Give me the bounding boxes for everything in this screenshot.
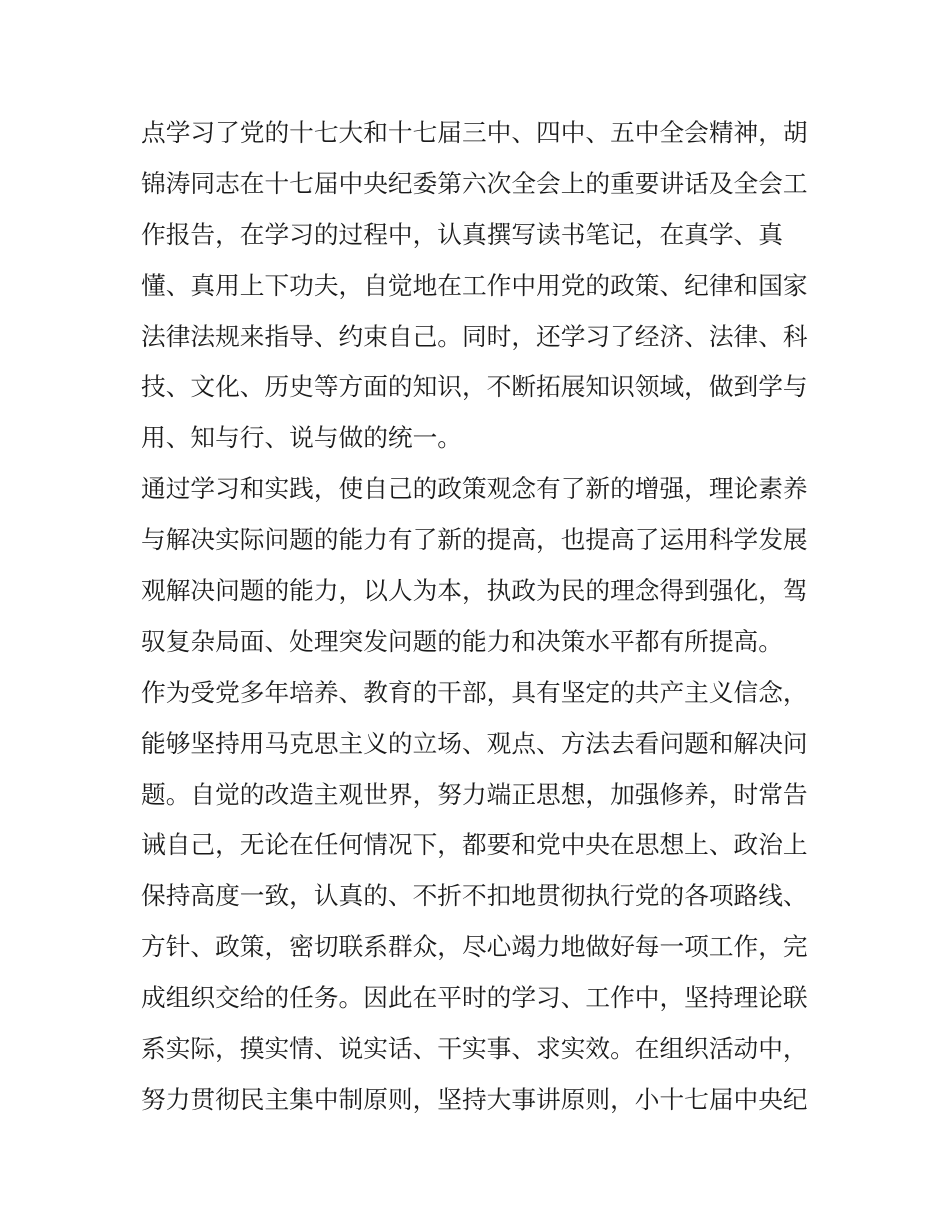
text-line: 通过学习和实践，使自己的政策观念有了新的增强，理论素养 [141,474,808,504]
text-line: 技、文化、历史等方面的知识，不断拓展知识领域，做到学与 [141,372,808,402]
text-line: 系实际，摸实情、说实话、干实事、求实效。在组织活动中， [141,1034,808,1064]
text-line: 努力贯彻民主集中制原则，坚持大事讲原则，小十七届中央纪 [141,1084,808,1114]
text-line: 观解决问题的能力，以人为本，执政为民的理念得到强化，驾 [141,576,808,606]
text-line: 作报告，在学习的过程中，认真撰写读书笔记，在真学、真 [141,219,783,249]
text-line: 与解决实际问题的能力有了新的提高，也提高了运用科学发展 [141,525,808,555]
document-body [141,108,821,1126]
paragraph-1 [141,108,821,464]
paragraph-3 [141,668,821,1126]
text-line: 点学习了党的十七大和十七届三中、四中、五中全会精神，胡 [141,118,808,147]
text-line: 驭复杂局面、处理突发问题的能力和决策水平都有所提高。 [141,626,783,656]
text-line: 作为受党多年培养、教育的干部，具有坚定的共产主义信念， [141,677,808,707]
text-line: 成组织交给的任务。因此在平时的学习、工作中，坚持理论联 [141,983,808,1013]
text-line: 保持高度一致，认真的、不折不扣地贯彻执行党的各项路线、 [141,881,808,911]
text-line: 题。自觉的改造主观世界，努力端正思想，加强修养，时常告 [141,779,808,809]
text-line: 法律法规来指导、约束自己。同时，还学习了经济、法律、科 [141,321,808,351]
text-line: 方针、政策，密切联系群众，尽心竭力地做好每一项工作，完 [141,932,808,962]
text-line: 用、知与行、说与做的统一。 [141,423,462,453]
text-line: 诫自己，无论在任何情况下，都要和党中央在思想上、政治上 [141,830,808,860]
text-line: 能够坚持用马克思主义的立场、观点、方法去看问题和解决问 [141,728,808,758]
text-line: 懂、真用上下功夫，自觉地在工作中用党的政策、纪律和国家 [141,270,808,300]
text-line: 锦涛同志在十七届中央纪委第六次全会上的重要讲话及全会工 [141,168,808,198]
paragraph-2 [141,464,821,668]
